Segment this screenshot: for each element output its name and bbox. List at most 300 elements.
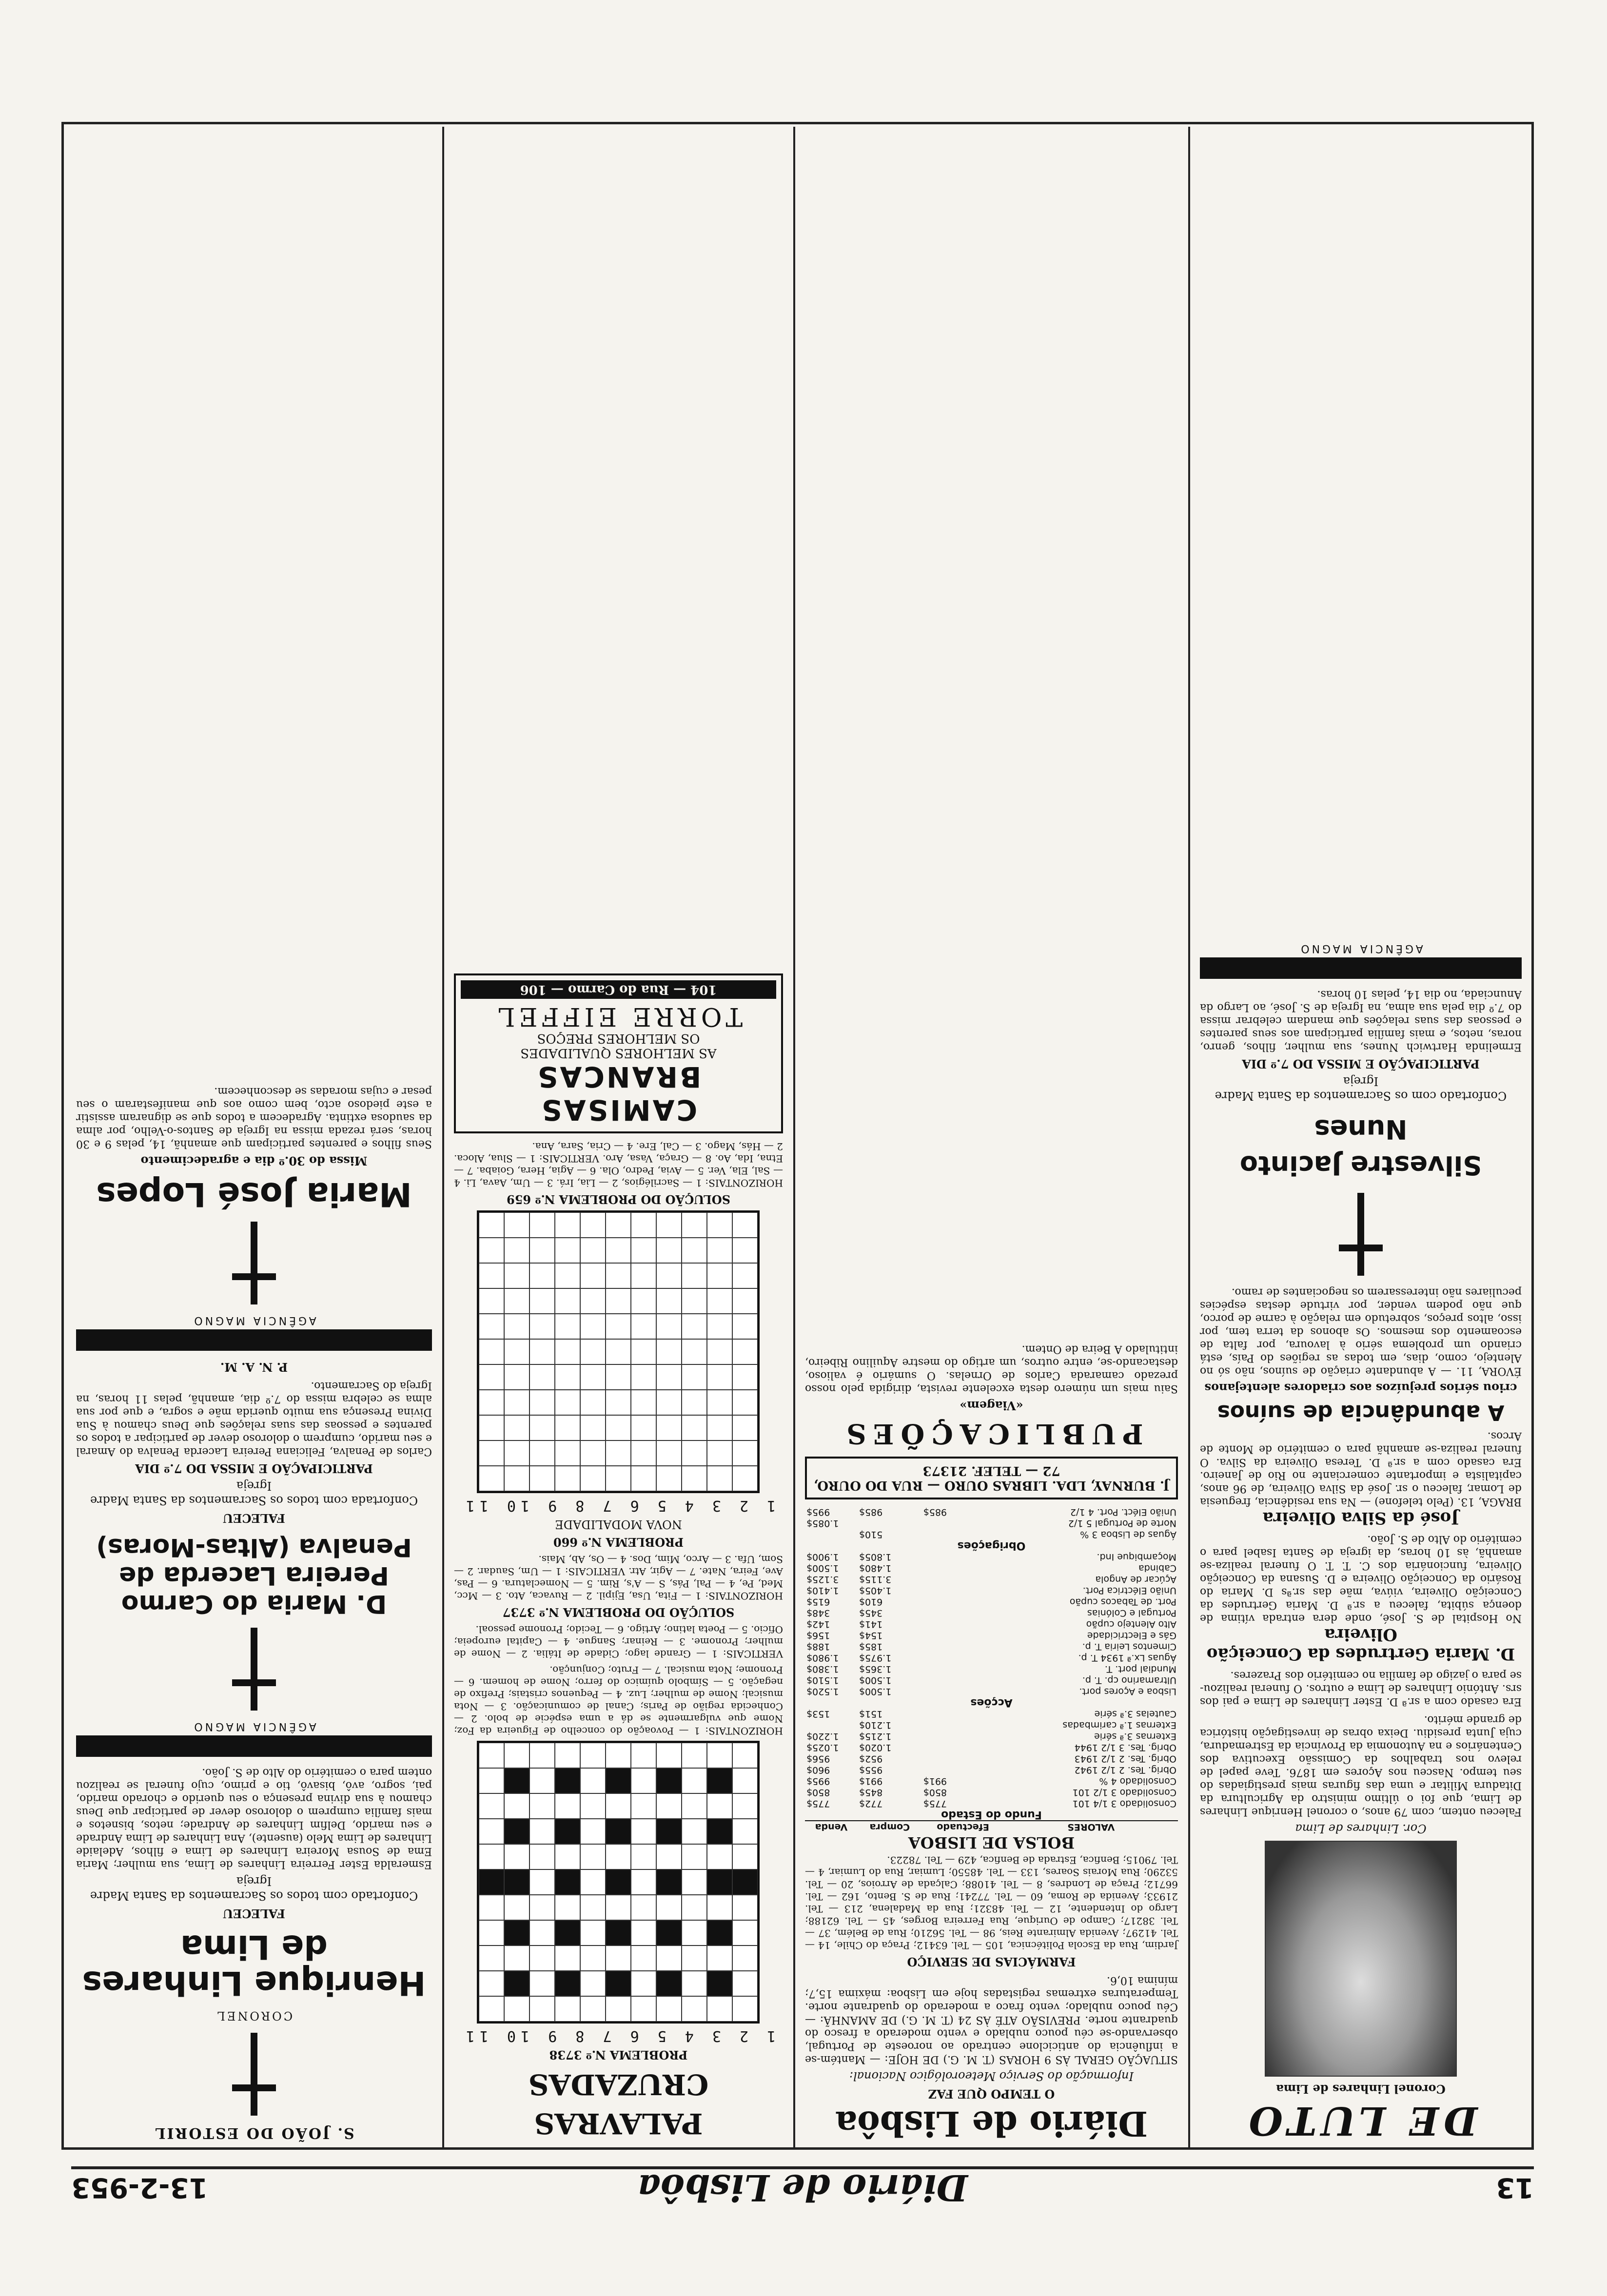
crossword-cell — [733, 1793, 758, 1819]
crossword-cell — [530, 1440, 555, 1466]
obituary-text: Esmeralda Ester Ferreira Linhares de Lima, sua mulher; Maria Ema de Sousa Moreira Linhares de Lima e filhos, Adelaide Linhares de Lima Melo (ausente), Ana Linhares de Lima Andrade e seu marido, Delfim Linhares de Andrade; netos, bisnetos e mais família cumprem o doloroso dever de participar que Deus chamou à sua divina presença o seu querido e chorado marido, pai, sogro, avô, bisavô, tio e primo, cujo funeral se realizou ontem para o cemitério do Alto de S. João. — [76, 1766, 432, 1870]
camisas-ad-line: AS MELHORES QUALIDADES — [520, 1046, 717, 1060]
bolsa-price: 985$ — [923, 1507, 947, 1518]
sacrament-line: Confortado com os Sacramentos da Santa Madre Igreja — [1215, 1074, 1507, 1103]
bolsa-price: 142$ — [806, 1619, 830, 1630]
crossword-cell — [733, 1390, 758, 1415]
bolsa-security-name: Ultramarino cp. T. p. — [1082, 1675, 1176, 1686]
crossword-cell — [707, 1238, 733, 1263]
crossword-cell — [657, 1895, 682, 1920]
bolsa-security-name: Cautelas 3.ª série — [1094, 1709, 1176, 1719]
crossword-cell — [581, 1288, 606, 1314]
bolsa-row — [805, 1798, 1178, 1809]
crossword-cell — [707, 1869, 733, 1895]
crossword-cell — [479, 1819, 505, 1844]
crossword-cell — [733, 1895, 758, 1920]
publications-subtitle: «Viagem» — [960, 1399, 1023, 1413]
crossword-cell — [606, 1971, 631, 1996]
crossword-cell — [682, 1288, 707, 1314]
crossword-cell — [733, 1844, 758, 1869]
bolsa-section-row — [805, 1697, 1178, 1708]
crossword-cell — [707, 1415, 733, 1440]
agency-credit: AGÊNCIA MAGNO — [192, 1314, 316, 1326]
crossword-cell — [682, 1339, 707, 1364]
bolsa-row — [805, 1708, 1178, 1719]
bolsa-security-name: Consolidado 4 % — [1099, 1776, 1176, 1787]
crossword-cell — [657, 1971, 682, 1996]
publications-text: Saiu mais um número desta excelente revista, dirigida pelo nosso prezado camarada Carlos de Ornelas. O sumário é valioso, destacando-se, entre outros, um artigo do mestre Aquilino Ribeiro, intitulado A Beira de Ontem. — [805, 1343, 1178, 1395]
crossword-cell — [657, 1440, 682, 1466]
bolsa-price — [922, 1518, 1004, 1529]
crossword-cell — [479, 1793, 505, 1819]
obituary-name: D. Maria Gertrudes da Conceição Oliveira — [1206, 1625, 1515, 1664]
crossword-cell — [606, 1895, 631, 1920]
crossword-cell — [682, 1869, 707, 1895]
crossword-cell — [682, 1263, 707, 1288]
mass-announcement: PARTICIPAÇÃO E MISSA DO 7.º DIA — [135, 1461, 373, 1476]
bolsa-price — [922, 1663, 1004, 1674]
crossword-cell — [530, 1212, 555, 1238]
crossword-horizontals: HORIZONTAIS: 1 — Povoação do concelho de Figueira da Foz; Nome que vulgarmente se dá a uma espécie de bolo. 2 — Conhecida região de Paris; Canal de comunicação. 3 — Nota musical; Nome de mulher; Luz. 4 — Pequenos cristais; Prefixo de negação. 5 — Símbolo químico do ferro; Nome de homem. 6 — Pronome; Nota musical. 7 — Fruto; Conjunção. — [454, 1664, 783, 1737]
bolsa-row — [805, 1618, 1178, 1630]
crossword-cell — [657, 1793, 682, 1819]
crossword-cell — [530, 1339, 555, 1364]
crossword-cell — [631, 1768, 657, 1793]
crossword-cell — [606, 1415, 631, 1440]
crossword-cell — [581, 1339, 606, 1364]
crossword-cell — [505, 1946, 530, 1971]
bolsa-security-name: Mundial port. T. — [1104, 1664, 1176, 1674]
problem-660-subtitle: NOVA MODALIDADE — [555, 1518, 682, 1531]
crossword-cell — [555, 1466, 581, 1491]
crossword-cell — [581, 1440, 606, 1466]
crossword-cell — [657, 1238, 682, 1263]
masthead-title: Diário de Lisbôa — [637, 2166, 968, 2208]
crossword-cell — [707, 1819, 733, 1844]
crossword-cell — [631, 1793, 657, 1819]
crossword-cell — [606, 1743, 631, 1768]
crossword-cell — [631, 1314, 657, 1339]
crossword-cell — [555, 1869, 581, 1895]
crossword-cell — [707, 1212, 733, 1238]
bolsa-row — [805, 1719, 1178, 1731]
crossword-cell — [733, 1212, 758, 1238]
crossword-cell — [682, 1793, 707, 1819]
crossword-cell — [657, 1364, 682, 1390]
crossword-cell — [530, 1743, 555, 1768]
crossword-cell — [631, 1212, 657, 1238]
black-bar — [76, 1329, 432, 1351]
crossword-grid — [477, 1741, 760, 2024]
crossword-cell — [505, 1793, 530, 1819]
camisas-ad-address: 104 — Rua do Carmo — 106 — [461, 980, 776, 999]
crossword-cell — [657, 1263, 682, 1288]
crossword-cell — [555, 1288, 581, 1314]
crossword-cell — [479, 1920, 505, 1946]
bolsa-price: 991$ — [859, 1776, 883, 1787]
crossword-cell — [733, 1263, 758, 1288]
crossword-cell — [657, 1819, 682, 1844]
bolsa-price: 960$ — [806, 1765, 830, 1775]
crossword-cell — [479, 1415, 505, 1440]
bolsa-row — [805, 1787, 1178, 1798]
crossword-cell — [555, 1390, 581, 1415]
crossword-grid-empty — [477, 1210, 760, 1493]
crossword-cell — [606, 1288, 631, 1314]
bolsa-header-row — [805, 1821, 1178, 1832]
pharmacy-title: FARMÁCIAS DE SERVIÇO — [907, 1955, 1076, 1969]
bolsa-price — [922, 1719, 1004, 1731]
bolsa-price: 955$ — [859, 1765, 883, 1775]
crossword-cell — [657, 1869, 682, 1895]
crossword-cell — [657, 1390, 682, 1415]
crossword-cell — [606, 1364, 631, 1390]
bolsa-security-name: Cimentos Leiria T. p. — [1082, 1641, 1176, 1652]
bolsa-price: 1.405$ — [859, 1585, 892, 1596]
crossword-cell — [631, 1238, 657, 1263]
crossword-cell — [479, 1288, 505, 1314]
crossword-cell — [505, 1895, 530, 1920]
crossword-cell — [707, 1339, 733, 1364]
obituary-text: Ermelinda Hartwich Nunes, sua mulher, filhos, genro, noras, netos, e mais família participam aos seus parentes e pessoas das suas relações que mandam celebrar missa do 7.º dia pela sua alma, na Igreja de S. José, ao Largo da Anunciada, no dia 14, pelas 10 horas. — [1200, 988, 1522, 1053]
crossword-cell — [479, 1238, 505, 1263]
obituary-name: Silvestre Jacinto Nunes — [1239, 1114, 1482, 1181]
weather-text: SITUAÇÃO GERAL ÀS 9 HORAS (T. M. G.) DE HOJE: — Mantém-se a influência do anticiclone centrado ao noroeste de Portugal, observando-se céu pouco nublado e vento moderado a fresco do quadrante norte. PREVISÃO ATÉ ÀS 24 (T. M. G.) DE AMANHÃ: — Céu pouco nublado; vento fraco a moderado do quadrante norte. Temperaturas extremas registadas hoje em Lisboa: máxima 15,7; mínima 10,6. — [805, 1974, 1178, 2065]
obituary-text: No Hospital de S. José, onde dera entrada vítima de doença súbita, faleceu a sr.ª D. Maria Gertrudes da Conceição Oliveira, viúva, mãe das sr.ªs D. Maria do Rosário da Conceição Oliveira e D. Susana da Conceição Oliveira, funcionária dos C. T. T. O funeral realiza-se amanhã, às 10 horas, da igreja de Santa Isabel para o cemitério do Alto de S. João. — [1200, 1533, 1522, 1624]
crossword-cell — [555, 1263, 581, 1288]
bolsa-security-name: Obrig. Tes. 3 1/2 1944 — [1074, 1742, 1176, 1753]
crossword-cell — [530, 1946, 555, 1971]
crossword-cell — [505, 1415, 530, 1440]
crossword-cell — [555, 1238, 581, 1263]
crossword-cell — [555, 1895, 581, 1920]
crossword-cell — [682, 1440, 707, 1466]
faleceu-label: FALECEU — [223, 1907, 285, 1921]
obituary-initials: P. N. A. M. — [220, 1360, 288, 1374]
bolsa-price: 985$ — [859, 1507, 883, 1518]
bolsa-row — [805, 1731, 1178, 1742]
crossword-cell — [631, 1263, 657, 1288]
bolsa-price: 772$ — [859, 1798, 883, 1809]
crossword-cell — [606, 1212, 631, 1238]
faleceu-label: FALECEU — [223, 1511, 285, 1525]
crossword-cell — [707, 1793, 733, 1819]
crossword-cell — [581, 1996, 606, 2022]
bolsa-security-name: Moçambique Ind. — [1097, 1552, 1176, 1562]
crossword-cell — [631, 1288, 657, 1314]
crossword-cell — [682, 1390, 707, 1415]
column-palavras-cruzadas — [444, 127, 793, 2150]
bolsa-security-name: União Eléctrica Port. — [1082, 1585, 1176, 1596]
bolsa-section-name: Obrigações — [957, 1539, 1026, 1552]
crossword-cell — [682, 1946, 707, 1971]
diario-masthead: Diário de Lisbôa — [835, 2103, 1148, 2144]
crossword-cell — [479, 1390, 505, 1415]
crossword-cell — [657, 1844, 682, 1869]
crossword-cell — [479, 1946, 505, 1971]
bolsa-price: 1.510$ — [806, 1675, 839, 1686]
crossword-cell — [657, 1743, 682, 1768]
bolsa-row — [805, 1506, 1178, 1518]
bolsa-price: 1.520$ — [806, 1686, 839, 1697]
photo-caption: Cor. Linhares de Lima — [1295, 1822, 1427, 1835]
obituary-name: Maria José Lopes — [96, 1175, 412, 1213]
solution-title: SOLUÇÃO DO PROBLEMA N.º 3737 — [502, 1605, 735, 1619]
bolsa-price — [922, 1731, 1004, 1742]
bolsa-security-name: Portugal e Colónias — [1087, 1608, 1176, 1618]
bolsa-price: 615$ — [806, 1596, 830, 1607]
camisas-ad — [454, 973, 783, 1133]
crossword-cell — [631, 1819, 657, 1844]
crossword-problem-number: PROBLEMA N.º 3738 — [549, 2048, 688, 2062]
crossword-cell — [606, 1946, 631, 1971]
crossword-cell — [733, 1288, 758, 1314]
mass-announcement: Missa do 30.º dia e agradecimento — [140, 1154, 368, 1168]
bolsa-row — [805, 1596, 1178, 1607]
crossword-cell — [657, 1415, 682, 1440]
bolsa-security-name: Norte de Portugal 5 1/2 — [1068, 1518, 1176, 1529]
obituary-rank: CORONEL — [215, 2009, 293, 2023]
bolsa-price: 348$ — [806, 1608, 830, 1618]
crossword-cell — [707, 1364, 733, 1390]
crossword-cell — [631, 1339, 657, 1364]
crossword-cell — [631, 1996, 657, 2022]
crossword-cell — [530, 1844, 555, 1869]
crossword-cell — [530, 1819, 555, 1844]
bolsa-section-name: Fundo do Estado — [941, 1809, 1042, 1821]
crossword-cell — [682, 1314, 707, 1339]
bolsa-price: 1.365$ — [859, 1664, 892, 1674]
bolsa-price — [922, 1764, 1004, 1775]
bolsa-security-name: Externas 3.ª série — [1094, 1731, 1176, 1742]
crossword-cell — [505, 1288, 530, 1314]
bolsa-row — [805, 1574, 1178, 1585]
bolsa-row — [805, 1742, 1178, 1753]
crossword-cell — [631, 1844, 657, 1869]
crossword-cell — [733, 1920, 758, 1946]
bolsa-price: 1.500$ — [859, 1686, 892, 1697]
obituary-subtitle: Coronel Linhares de Lima — [1276, 2082, 1446, 2096]
bolsa-row — [805, 1663, 1178, 1674]
bolsa-security-name: Águas de Lisboa 3 % — [1080, 1529, 1176, 1540]
publications-title: PUBLICAÇÕES — [840, 1418, 1143, 1450]
crossword-cell — [555, 1819, 581, 1844]
crossword-cell — [606, 1869, 631, 1895]
bolsa-col-header: Venda — [805, 1821, 858, 1832]
bolsa-security-name: Externas 1.ª carimbadas — [1062, 1720, 1176, 1731]
bolsa-price: 995$ — [806, 1776, 830, 1787]
crossword-cell — [530, 1793, 555, 1819]
bolsa-price — [922, 1574, 1004, 1585]
crossword-cell — [505, 1212, 530, 1238]
crossword-cell — [682, 1768, 707, 1793]
crossword-cell — [707, 1288, 733, 1314]
camisas-ad-title: CAMISAS BRANCAS — [535, 1060, 702, 1127]
crossword-cell — [505, 1314, 530, 1339]
issue-date: 13-2-953 — [71, 2172, 208, 2203]
bolsa-body — [805, 1506, 1178, 1821]
bolsa-price: 153$ — [806, 1709, 830, 1719]
bolsa-price — [922, 1641, 1004, 1652]
bolsa-price — [922, 1551, 1004, 1562]
crossword-cell — [555, 1440, 581, 1466]
pharmacy-text: Jardim, Rua da Escola Politécnica, 105 — Tel. 63412; Praça do Chile, 14 — Tel. 41297; Avenida Almirante Reis, 98 — Tel. 56210; Rua de Belém, 37 — Tel. 38217; Campo de Ourique, Rua Ferreira Borges, 45 — Tel. 62188; Largo do Intendente, 12 — Tel. 48321; Rua da Madalena, 213 — Tel. 21933; Avenida de Roma, 60 — Tel. 77241; Rua de S. Bento, 162 — Tel. 66712; Praça de Londres, 8 — Tel. 41088; Calçada de Arroios, 20 — Tel. 53290; Rua Morais Soares, 133 — Tel. 48550; Lumiar, Rua do Lumiar, 4 — Tel. 79015; Benfica, Estrada de Benfica, 429 — Tel. 78223. — [805, 1854, 1178, 1951]
crossword-cell — [682, 1743, 707, 1768]
bolsa-price: 610$ — [859, 1596, 883, 1607]
crossword-cell — [479, 1768, 505, 1793]
bolsa-price: 1.480$ — [859, 1563, 892, 1574]
crossword-cell — [707, 1466, 733, 1491]
crossword-cell — [707, 1768, 733, 1793]
bolsa-price: 956$ — [806, 1753, 830, 1764]
crossword-cell — [581, 1238, 606, 1263]
crossword-cell — [505, 1364, 530, 1390]
bolsa-price: 1.500$ — [806, 1563, 839, 1574]
crossword-cell — [631, 1895, 657, 1920]
crossword-cell — [555, 1768, 581, 1793]
bolsa-price: 3.115$ — [859, 1574, 892, 1585]
bolsa-price: 1.025$ — [806, 1742, 839, 1753]
crossword-cell — [606, 1819, 631, 1844]
crossword-cell — [631, 1946, 657, 1971]
bolsa-price — [922, 1562, 1004, 1574]
crossword-cell — [479, 1212, 505, 1238]
crossword-cell — [606, 1996, 631, 2022]
crossword-cell — [505, 1440, 530, 1466]
crossword-cell — [733, 1466, 758, 1491]
bolsa-price: 1.380$ — [806, 1664, 839, 1674]
crossword-cell — [657, 1996, 682, 2022]
crossword-cell — [682, 1895, 707, 1920]
crossword-cell — [682, 1996, 707, 2022]
crossword-cell — [581, 1971, 606, 1996]
bolsa-row — [805, 1562, 1178, 1574]
crossword-column-numbers: 1 2 3 4 5 6 7 8 9 10 11 — [461, 1497, 776, 1514]
obituary-text: BRAGA, 13. (Pelo telefone) — Na sua residência, freguesia de Lomar, faleceu o sr. José da Silva Oliveira, de 96 anos, capitalista e importante comerciante no Rio de Janeiro. Era casado com a sr.ª D. Teresa Oliveira da Silva. O funeral realiza-se amanhã para o cemitério de Monte de Arcos. — [1200, 1430, 1522, 1508]
crossword-cell — [581, 1844, 606, 1869]
bolsa-row — [805, 1551, 1178, 1562]
crossword-cell — [733, 1869, 758, 1895]
crossword-cell — [631, 1971, 657, 1996]
crossword-cell — [682, 1415, 707, 1440]
news-subheadline: criou sérios prejuízos aos criadores alentejanos — [1204, 1381, 1517, 1395]
crossword-cell — [707, 1920, 733, 1946]
crossword-cell — [707, 1314, 733, 1339]
bolsa-price: 1.900$ — [806, 1552, 839, 1562]
news-text: ÉVORA, 11. — A abundante criação de suínos, não só no Alentejo, como, dias, em todas as regiões do País, está criando um problema sério à lavoura, por falta de escoamento dos mesmos. Os abonos da terra tem, por isso, altos preços, sobretudo em relação à carne de porco, que não podem vender, por virtude destas espécies peculiares não interessarem os negociantes de ramo. — [1200, 1286, 1522, 1377]
bolsa-price: 850$ — [923, 1787, 947, 1798]
bolsa-price: 850$ — [806, 1787, 830, 1798]
de-luto-title: DE LUTO — [1244, 2098, 1478, 2144]
crossword-cell — [530, 1314, 555, 1339]
crossword-cell — [682, 1466, 707, 1491]
weather-subtitle: Informação do Serviço Meteorológico Nacional: — [849, 2069, 1134, 2083]
bolsa-price — [922, 1585, 1004, 1596]
bolsa-price — [858, 1518, 922, 1529]
bolsa-price: 952$ — [859, 1753, 883, 1764]
crossword-cell — [657, 1314, 682, 1339]
obituary-name: D. Maria do Carmo Pereira Lacerda de Penalva (Altas-Moras) — [96, 1533, 412, 1618]
crossword-cell — [505, 1390, 530, 1415]
crossword-cell — [707, 1895, 733, 1920]
crossword-cell — [581, 1212, 606, 1238]
crossword-cell — [631, 1440, 657, 1466]
crossword-cell — [657, 1768, 682, 1793]
cross-icon — [232, 1628, 276, 1711]
bolsa-security-name: Port. de Tabacos cupão — [1069, 1596, 1176, 1607]
crossword-cell — [479, 1844, 505, 1869]
crossword-cell — [505, 1238, 530, 1263]
bolsa-section-name: Acções — [970, 1696, 1013, 1709]
crossword-cell — [555, 1971, 581, 1996]
obituary-text: Faleceu ontem, com 79 anos, o coronel Henrique Linhares de Lima, que foi o último ministro da Agricultura da Ditadura Militar e uma das figuras mais prestigiadas do seu tempo. Nasceu nos Açores em 1876. Teve papel de relevo nos trabalhos da Comissão Executiva dos Centenários e na Autonomia da Província da Estremadura, cuja Junta presidiu. Deixa obras de investigação histórica de grande mérito. — [1200, 1713, 1522, 1818]
crossword-cell — [581, 1920, 606, 1946]
crossword-cell — [479, 1743, 505, 1768]
portrait-photo — [1265, 1841, 1457, 2077]
bolsa-security-name: Águas Lx.ª 1934 T. p. — [1078, 1653, 1176, 1663]
crossword-cell — [707, 1390, 733, 1415]
crossword-cell — [479, 1364, 505, 1390]
crossword-cell — [733, 1415, 758, 1440]
crossword-cell — [530, 1768, 555, 1793]
crossword-cell — [479, 1339, 505, 1364]
crossword-cell — [733, 1314, 758, 1339]
crossword-cell — [631, 1466, 657, 1491]
crossword-cell — [707, 1440, 733, 1466]
crossword-cell — [555, 1212, 581, 1238]
bolsa-price: 156$ — [806, 1630, 830, 1641]
bolsa-row — [805, 1686, 1178, 1697]
crossword-cell — [657, 1339, 682, 1364]
crossword-cell — [733, 1971, 758, 1996]
burnay-ad-text: J. BURNAY, LDA. LIBRAS OURO — RUA DO OURO, 72 — TELEF. 21373 — [813, 1463, 1170, 1493]
bolsa-price: 510$ — [859, 1529, 883, 1540]
crossword-cell — [581, 1390, 606, 1415]
crossword-cell — [530, 1263, 555, 1288]
crossword-cell — [631, 1364, 657, 1390]
bolsa-price — [922, 1529, 1004, 1540]
crossword-cell — [657, 1212, 682, 1238]
crossword-cell — [505, 1920, 530, 1946]
bolsa-section-row — [805, 1540, 1178, 1551]
bolsa-col-header: Compra — [858, 1821, 922, 1832]
crossword-cell — [707, 1996, 733, 2022]
crossword-cell — [606, 1466, 631, 1491]
bolsa-security-name: Alto Alentejo cupão — [1086, 1619, 1176, 1630]
crossword-cell — [733, 1768, 758, 1793]
weather-title: O TEMPO QUE FAZ — [928, 2087, 1055, 2101]
bolsa-price: 188$ — [806, 1641, 830, 1652]
bolsa-price: 141$ — [859, 1619, 883, 1630]
camisas-ad-line: OS MELHORES PREÇOS — [537, 1031, 700, 1046]
crossword-cell — [682, 1920, 707, 1946]
bolsa-price: 1.805$ — [859, 1552, 892, 1562]
bolsa-price: 991$ — [923, 1776, 947, 1787]
bolsa-price: 1.210$ — [859, 1720, 892, 1731]
bolsa-row — [805, 1607, 1178, 1618]
bolsa-price — [922, 1630, 1004, 1641]
cross-icon — [232, 1222, 276, 1304]
crossword-cell — [581, 1768, 606, 1793]
crossword-cell — [530, 1895, 555, 1920]
bolsa-security-name: Consolidado 3 1/2 101 — [1072, 1787, 1176, 1798]
crossword-cell — [606, 1920, 631, 1946]
crossword-cell — [581, 1819, 606, 1844]
crossword-cell — [733, 1743, 758, 1768]
crossword-cell — [631, 1415, 657, 1440]
crossword-cell — [581, 1466, 606, 1491]
bolsa-price: 1.220$ — [806, 1731, 839, 1742]
